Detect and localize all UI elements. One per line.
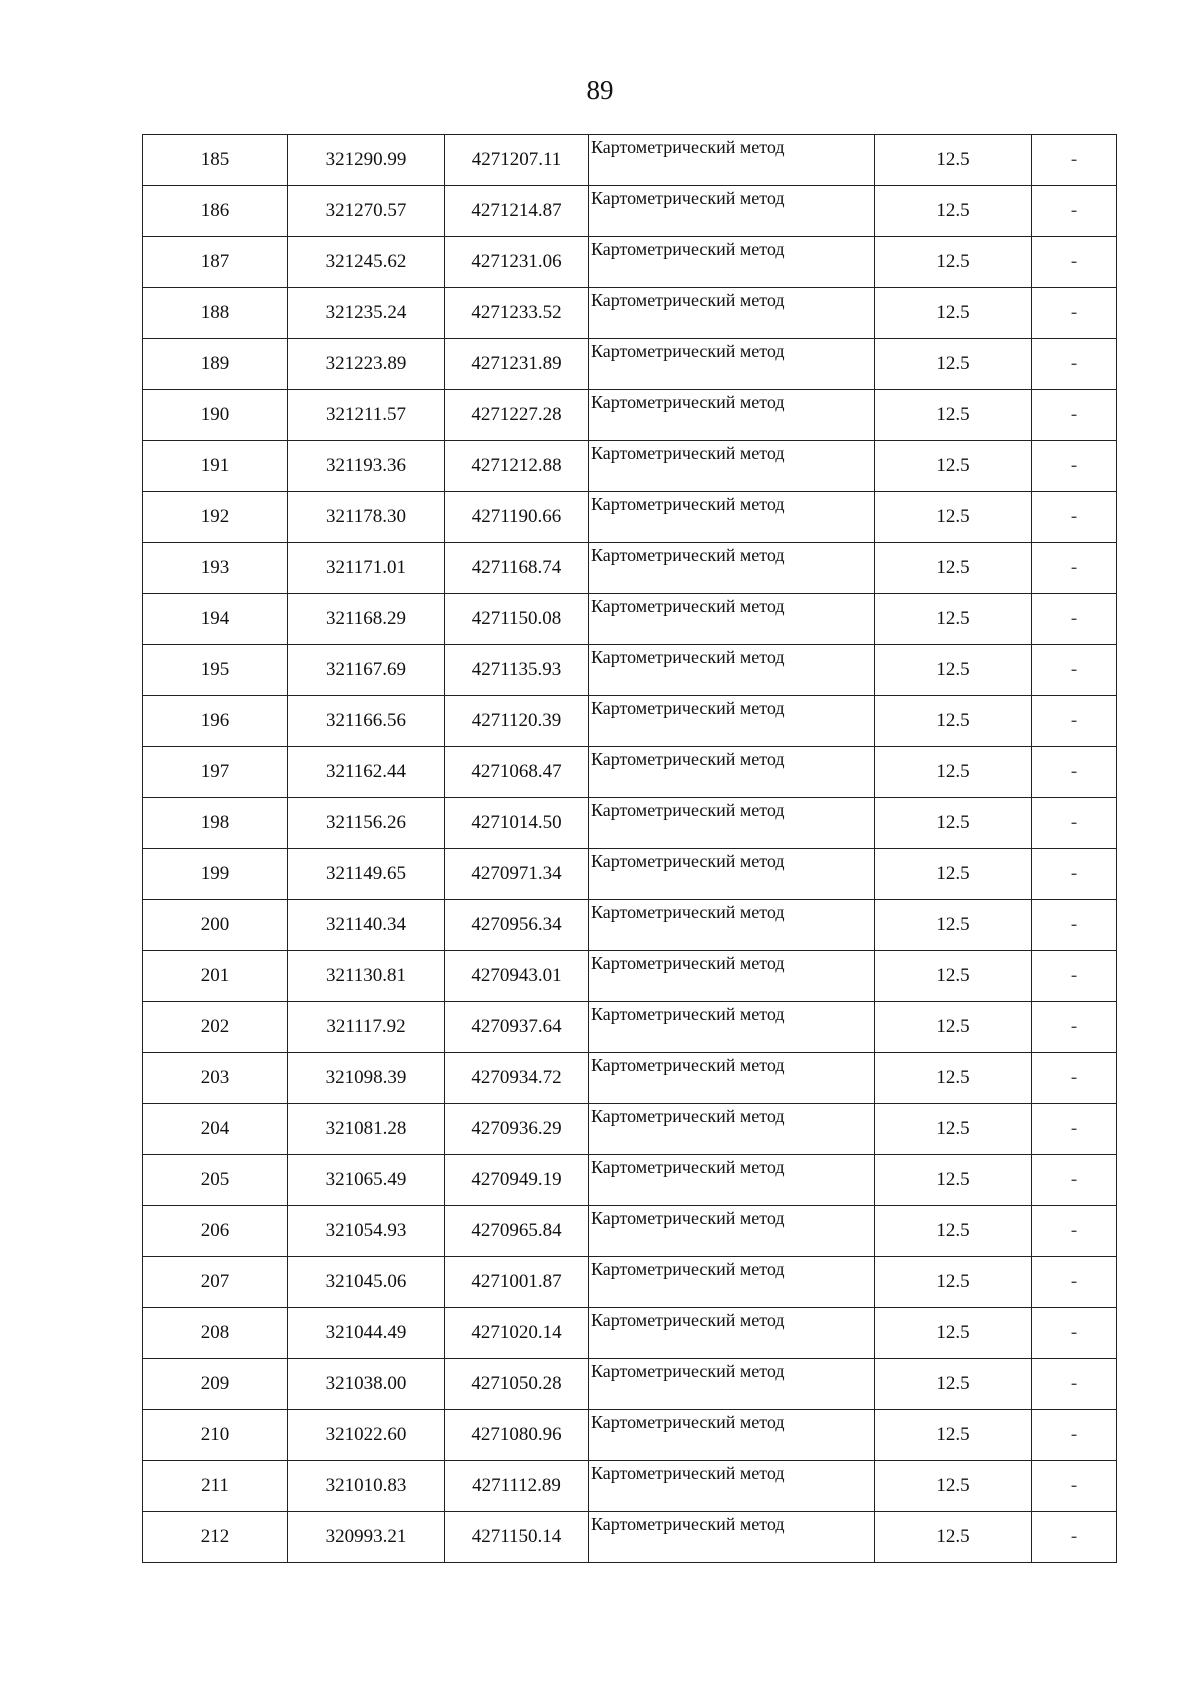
accuracy-cell: 12.5 xyxy=(875,135,1032,186)
y-coordinate-cell: 4270956.34 xyxy=(445,900,589,951)
x-coordinate-cell: 321130.81 xyxy=(288,951,445,1002)
method-cell: Картометрический метод xyxy=(589,339,875,390)
accuracy-cell: 12.5 xyxy=(875,696,1032,747)
table-row xyxy=(143,594,1117,645)
note-cell: - xyxy=(1032,1359,1117,1410)
y-coordinate-cell: 4270943.01 xyxy=(445,951,589,1002)
table-row xyxy=(143,390,1117,441)
y-coordinate-cell: 4271080.96 xyxy=(445,1410,589,1461)
note-cell: - xyxy=(1032,849,1117,900)
method-cell: Картометрический метод xyxy=(589,849,875,900)
method-cell: Картометрический метод xyxy=(589,543,875,594)
method-cell: Картометрический метод xyxy=(589,1206,875,1257)
method-cell: Картометрический метод xyxy=(589,390,875,441)
point-number-cell: 211 xyxy=(143,1461,288,1512)
table-row xyxy=(143,1002,1117,1053)
method-cell: Картометрический метод xyxy=(589,1410,875,1461)
method-cell: Картометрический метод xyxy=(589,1257,875,1308)
method-cell: Картометрический метод xyxy=(589,1308,875,1359)
point-number-cell: 197 xyxy=(143,747,288,798)
point-number-cell: 192 xyxy=(143,492,288,543)
y-coordinate-cell: 4271112.89 xyxy=(445,1461,589,1512)
y-coordinate-cell: 4270937.64 xyxy=(445,1002,589,1053)
accuracy-cell: 12.5 xyxy=(875,1410,1032,1461)
note-cell: - xyxy=(1032,1410,1117,1461)
note-cell: - xyxy=(1032,900,1117,951)
y-coordinate-cell: 4271214.87 xyxy=(445,186,589,237)
y-coordinate-cell: 4271227.28 xyxy=(445,390,589,441)
x-coordinate-cell: 321117.92 xyxy=(288,1002,445,1053)
accuracy-cell: 12.5 xyxy=(875,1155,1032,1206)
accuracy-cell: 12.5 xyxy=(875,645,1032,696)
x-coordinate-cell: 321022.60 xyxy=(288,1410,445,1461)
accuracy-cell: 12.5 xyxy=(875,288,1032,339)
note-cell: - xyxy=(1032,186,1117,237)
point-number-cell: 206 xyxy=(143,1206,288,1257)
accuracy-cell: 12.5 xyxy=(875,798,1032,849)
note-cell: - xyxy=(1032,288,1117,339)
point-number-cell: 209 xyxy=(143,1359,288,1410)
x-coordinate-cell: 321235.24 xyxy=(288,288,445,339)
x-coordinate-cell: 321270.57 xyxy=(288,186,445,237)
x-coordinate-cell: 321223.89 xyxy=(288,339,445,390)
note-cell: - xyxy=(1032,390,1117,441)
table-row xyxy=(143,186,1117,237)
x-coordinate-cell: 321044.49 xyxy=(288,1308,445,1359)
x-coordinate-cell: 321065.49 xyxy=(288,1155,445,1206)
accuracy-cell: 12.5 xyxy=(875,1257,1032,1308)
y-coordinate-cell: 4271068.47 xyxy=(445,747,589,798)
method-cell: Картометрический метод xyxy=(589,135,875,186)
method-cell: Картометрический метод xyxy=(589,594,875,645)
note-cell: - xyxy=(1032,1002,1117,1053)
table-row xyxy=(143,1155,1117,1206)
y-coordinate-cell: 4271233.52 xyxy=(445,288,589,339)
y-coordinate-cell: 4270936.29 xyxy=(445,1104,589,1155)
accuracy-cell: 12.5 xyxy=(875,1512,1032,1563)
point-number-cell: 205 xyxy=(143,1155,288,1206)
y-coordinate-cell: 4270949.19 xyxy=(445,1155,589,1206)
accuracy-cell: 12.5 xyxy=(875,900,1032,951)
method-cell: Картометрический метод xyxy=(589,645,875,696)
note-cell: - xyxy=(1032,1512,1117,1563)
note-cell: - xyxy=(1032,1461,1117,1512)
table-row xyxy=(143,339,1117,390)
y-coordinate-cell: 4271212.88 xyxy=(445,441,589,492)
table-row xyxy=(143,1410,1117,1461)
table-row xyxy=(143,696,1117,747)
y-coordinate-cell: 4271168.74 xyxy=(445,543,589,594)
y-coordinate-cell: 4270934.72 xyxy=(445,1053,589,1104)
table-row xyxy=(143,1512,1117,1563)
table-row xyxy=(143,951,1117,1002)
point-number-cell: 186 xyxy=(143,186,288,237)
y-coordinate-cell: 4271150.14 xyxy=(445,1512,589,1563)
accuracy-cell: 12.5 xyxy=(875,747,1032,798)
accuracy-cell: 12.5 xyxy=(875,390,1032,441)
point-number-cell: 212 xyxy=(143,1512,288,1563)
method-cell: Картометрический метод xyxy=(589,696,875,747)
y-coordinate-cell: 4271014.50 xyxy=(445,798,589,849)
accuracy-cell: 12.5 xyxy=(875,594,1032,645)
x-coordinate-cell: 321045.06 xyxy=(288,1257,445,1308)
accuracy-cell: 12.5 xyxy=(875,1461,1032,1512)
y-coordinate-cell: 4270971.34 xyxy=(445,849,589,900)
x-coordinate-cell: 321245.62 xyxy=(288,237,445,288)
x-coordinate-cell: 321193.36 xyxy=(288,441,445,492)
table-row xyxy=(143,135,1117,186)
point-number-cell: 189 xyxy=(143,339,288,390)
table-row xyxy=(143,492,1117,543)
x-coordinate-cell: 321038.00 xyxy=(288,1359,445,1410)
accuracy-cell: 12.5 xyxy=(875,951,1032,1002)
table-row xyxy=(143,237,1117,288)
x-coordinate-cell: 321098.39 xyxy=(288,1053,445,1104)
method-cell: Картометрический метод xyxy=(589,1002,875,1053)
y-coordinate-cell: 4271231.89 xyxy=(445,339,589,390)
accuracy-cell: 12.5 xyxy=(875,339,1032,390)
point-number-cell: 210 xyxy=(143,1410,288,1461)
note-cell: - xyxy=(1032,441,1117,492)
y-coordinate-cell: 4271150.08 xyxy=(445,594,589,645)
point-number-cell: 188 xyxy=(143,288,288,339)
table-row xyxy=(143,288,1117,339)
accuracy-cell: 12.5 xyxy=(875,1002,1032,1053)
note-cell: - xyxy=(1032,543,1117,594)
point-number-cell: 190 xyxy=(143,390,288,441)
point-number-cell: 185 xyxy=(143,135,288,186)
point-number-cell: 195 xyxy=(143,645,288,696)
x-coordinate-cell: 320993.21 xyxy=(288,1512,445,1563)
note-cell: - xyxy=(1032,135,1117,186)
method-cell: Картометрический метод xyxy=(589,1512,875,1563)
method-cell: Картометрический метод xyxy=(589,747,875,798)
y-coordinate-cell: 4271001.87 xyxy=(445,1257,589,1308)
table-row xyxy=(143,798,1117,849)
y-coordinate-cell: 4271050.28 xyxy=(445,1359,589,1410)
note-cell: - xyxy=(1032,798,1117,849)
x-coordinate-cell: 321167.69 xyxy=(288,645,445,696)
x-coordinate-cell: 321211.57 xyxy=(288,390,445,441)
accuracy-cell: 12.5 xyxy=(875,441,1032,492)
table-row xyxy=(143,645,1117,696)
table-row xyxy=(143,849,1117,900)
note-cell: - xyxy=(1032,747,1117,798)
point-number-cell: 198 xyxy=(143,798,288,849)
y-coordinate-cell: 4271135.93 xyxy=(445,645,589,696)
point-number-cell: 199 xyxy=(143,849,288,900)
accuracy-cell: 12.5 xyxy=(875,1359,1032,1410)
method-cell: Картометрический метод xyxy=(589,798,875,849)
table-row xyxy=(143,747,1117,798)
accuracy-cell: 12.5 xyxy=(875,543,1032,594)
point-number-cell: 191 xyxy=(143,441,288,492)
note-cell: - xyxy=(1032,339,1117,390)
point-number-cell: 187 xyxy=(143,237,288,288)
y-coordinate-cell: 4271207.11 xyxy=(445,135,589,186)
x-coordinate-cell: 321171.01 xyxy=(288,543,445,594)
x-coordinate-cell: 321178.30 xyxy=(288,492,445,543)
method-cell: Картометрический метод xyxy=(589,1359,875,1410)
table-row xyxy=(143,900,1117,951)
table-row xyxy=(143,441,1117,492)
point-number-cell: 202 xyxy=(143,1002,288,1053)
method-cell: Картометрический метод xyxy=(589,492,875,543)
accuracy-cell: 12.5 xyxy=(875,237,1032,288)
point-number-cell: 201 xyxy=(143,951,288,1002)
note-cell: - xyxy=(1032,1206,1117,1257)
table-row xyxy=(143,543,1117,594)
note-cell: - xyxy=(1032,594,1117,645)
accuracy-cell: 12.5 xyxy=(875,492,1032,543)
table-row xyxy=(143,1206,1117,1257)
y-coordinate-cell: 4271120.39 xyxy=(445,696,589,747)
method-cell: Картометрический метод xyxy=(589,1461,875,1512)
point-number-cell: 193 xyxy=(143,543,288,594)
point-number-cell: 207 xyxy=(143,1257,288,1308)
x-coordinate-cell: 321010.83 xyxy=(288,1461,445,1512)
table-row xyxy=(143,1308,1117,1359)
method-cell: Картометрический метод xyxy=(589,186,875,237)
y-coordinate-cell: 4271231.06 xyxy=(445,237,589,288)
x-coordinate-cell: 321081.28 xyxy=(288,1104,445,1155)
method-cell: Картометрический метод xyxy=(589,951,875,1002)
x-coordinate-cell: 321166.56 xyxy=(288,696,445,747)
coordinates-table xyxy=(142,134,1117,1563)
note-cell: - xyxy=(1032,645,1117,696)
method-cell: Картометрический метод xyxy=(589,237,875,288)
note-cell: - xyxy=(1032,1308,1117,1359)
note-cell: - xyxy=(1032,1257,1117,1308)
y-coordinate-cell: 4271190.66 xyxy=(445,492,589,543)
accuracy-cell: 12.5 xyxy=(875,1308,1032,1359)
x-coordinate-cell: 321140.34 xyxy=(288,900,445,951)
method-cell: Картометрический метод xyxy=(589,1104,875,1155)
coordinates-table-body xyxy=(143,135,1117,1563)
method-cell: Картометрический метод xyxy=(589,441,875,492)
method-cell: Картометрический метод xyxy=(589,288,875,339)
accuracy-cell: 12.5 xyxy=(875,1104,1032,1155)
table-row xyxy=(143,1257,1117,1308)
method-cell: Картометрический метод xyxy=(589,1155,875,1206)
page-number: 89 xyxy=(586,75,614,105)
point-number-cell: 194 xyxy=(143,594,288,645)
accuracy-cell: 12.5 xyxy=(875,1053,1032,1104)
note-cell: - xyxy=(1032,237,1117,288)
method-cell: Картометрический метод xyxy=(589,900,875,951)
x-coordinate-cell: 321168.29 xyxy=(288,594,445,645)
table-row xyxy=(143,1461,1117,1512)
x-coordinate-cell: 321290.99 xyxy=(288,135,445,186)
point-number-cell: 196 xyxy=(143,696,288,747)
point-number-cell: 208 xyxy=(143,1308,288,1359)
y-coordinate-cell: 4270965.84 xyxy=(445,1206,589,1257)
note-cell: - xyxy=(1032,1053,1117,1104)
note-cell: - xyxy=(1032,492,1117,543)
note-cell: - xyxy=(1032,696,1117,747)
accuracy-cell: 12.5 xyxy=(875,849,1032,900)
table-row xyxy=(143,1104,1117,1155)
table-row xyxy=(143,1359,1117,1410)
table-row xyxy=(143,1053,1117,1104)
point-number-cell: 200 xyxy=(143,900,288,951)
note-cell: - xyxy=(1032,1155,1117,1206)
note-cell: - xyxy=(1032,951,1117,1002)
x-coordinate-cell: 321054.93 xyxy=(288,1206,445,1257)
point-number-cell: 204 xyxy=(143,1104,288,1155)
y-coordinate-cell: 4271020.14 xyxy=(445,1308,589,1359)
x-coordinate-cell: 321149.65 xyxy=(288,849,445,900)
x-coordinate-cell: 321156.26 xyxy=(288,798,445,849)
note-cell: - xyxy=(1032,1104,1117,1155)
x-coordinate-cell: 321162.44 xyxy=(288,747,445,798)
point-number-cell: 203 xyxy=(143,1053,288,1104)
method-cell: Картометрический метод xyxy=(589,1053,875,1104)
accuracy-cell: 12.5 xyxy=(875,1206,1032,1257)
accuracy-cell: 12.5 xyxy=(875,186,1032,237)
